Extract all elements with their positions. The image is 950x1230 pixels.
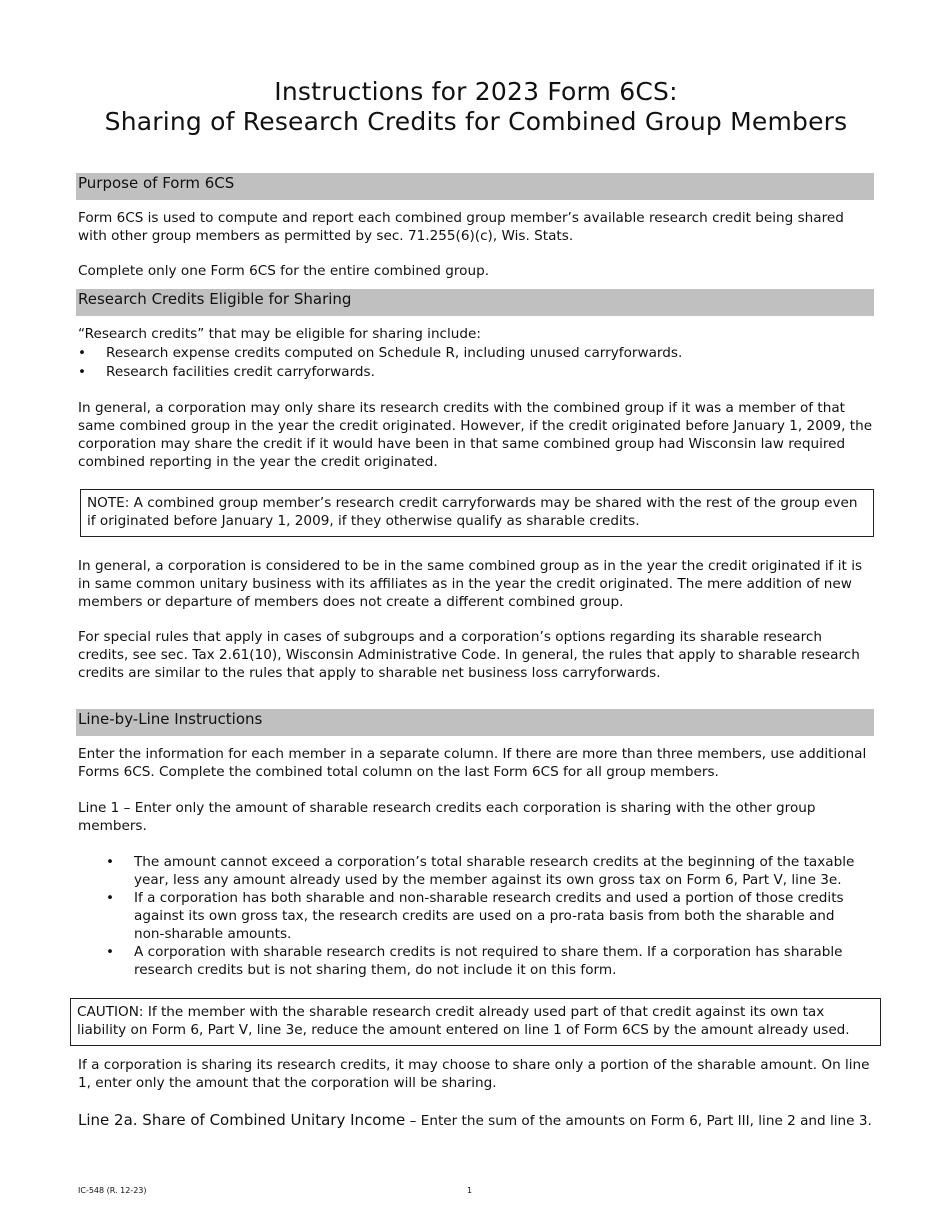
list-item: • The amount cannot exceed a corporation’s total sharable research credits at the beginning of the taxable year, less any amount already used by the member against its own gross tax on Form 6, Part V, line 3e. <box>106 853 856 889</box>
form-id: IC-548 (R. 12-23) <box>78 1186 147 1195</box>
section-heading-eligible: Research Credits Eligible for Sharing <box>76 289 874 316</box>
note-box: NOTE: A combined group member’s research credit carryforwards may be shared with the rest of the group even if originated before January 1, 2009, if they otherwise qualify as sharable credits. <box>80 489 874 537</box>
purpose-paragraph-2: Complete only one Form 6CS for the entire combined group. <box>78 263 490 279</box>
page-title <box>78 77 874 137</box>
section-heading-purpose: Purpose of Form 6CS <box>76 173 874 200</box>
line-by-line-paragraph-2: If a corporation is sharing its research credits, it may choose to share only a portion of the sharable amount. On line 1, enter only the amount that the corporation will be sharing. <box>78 1057 870 1091</box>
section-heading-line-by-line: Line-by-Line Instructions <box>76 709 874 736</box>
eligible-paragraph-1: In general, a corporation may only share its research credits with the combined group if it was a member of that same combined group in the year the credit originated. However, if the credit originated before January 1, 2009, the corporation may share the credit if it would have been in that same combined group had Wisconsin law required combined reporting in the year the credit originated. <box>78 400 873 470</box>
list-item: • If a corporation has both sharable and non-sharable research credits and used a portion of those credits against its own gross tax, the research credits are used on a pro-rata basis from both the sharable and non-sharable amounts. <box>106 889 856 943</box>
list-item: • Research facilities credit carryforwards. <box>78 363 874 382</box>
line-1-instruction: Line 1 – Enter only the amount of sharable research credits each corporation is sharing with the other group members. <box>78 800 816 834</box>
caution-box: CAUTION: If the member with the sharable research credit already used part of that credit against its own tax liability on Form 6, Part V, line 3e, reduce the amount entered on line 1 of Form 6CS by the amount already used. <box>70 998 881 1046</box>
line-1-bullet-list <box>106 853 856 979</box>
eligible-intro: “Research credits” that may be eligible for sharing include: <box>78 326 481 342</box>
eligible-bullet-list <box>78 344 874 381</box>
line-2a-label: Line 2a. Share of Combined Unitary Income <box>78 1111 406 1129</box>
page-number: 1 <box>467 1186 473 1195</box>
title-line-2: Sharing of Research Credits for Combined Group Members <box>104 107 848 136</box>
list-item: • A corporation with sharable research credits is not required to share them. If a corporation has sharable research credits but is not sharing them, do not include it on this form. <box>106 943 856 979</box>
purpose-paragraph-1: Form 6CS is used to compute and report each combined group member’s available research credit being shared with other group members as permitted by sec. 71.255(6)(c), Wis. Stats. <box>78 210 844 244</box>
line-2a-text: – Enter the sum of the amounts on Form 6, Part III, line 2 and line 3. <box>405 1113 872 1129</box>
line-2a-instruction <box>78 1111 874 1130</box>
list-item: • Research expense credits computed on Schedule R, including unused carryforwards. <box>78 344 874 363</box>
eligible-paragraph-2: In general, a corporation is considered to be in the same combined group as in the year the credit originated if it is in same common unitary business with its affiliates as in the year the credit originated. The mere addition of new members or departure of members does not create a different combined group. <box>78 558 863 610</box>
line-by-line-paragraph-1: Enter the information for each member in a separate column. If there are more than three members, use additional Forms 6CS. Complete the combined total column on the last Form 6CS for all group members. <box>78 746 867 780</box>
title-line-1: Instructions for 2023 Form 6CS: <box>274 77 678 106</box>
eligible-paragraph-3: For special rules that apply in cases of subgroups and a corporation’s options regarding its sharable research credits, see sec. Tax 2.61(10), Wisconsin Administrative Code. In general, the rules that apply to sharable research credits are similar to the rules that apply to sharable net business loss carryforwards. <box>78 629 860 681</box>
